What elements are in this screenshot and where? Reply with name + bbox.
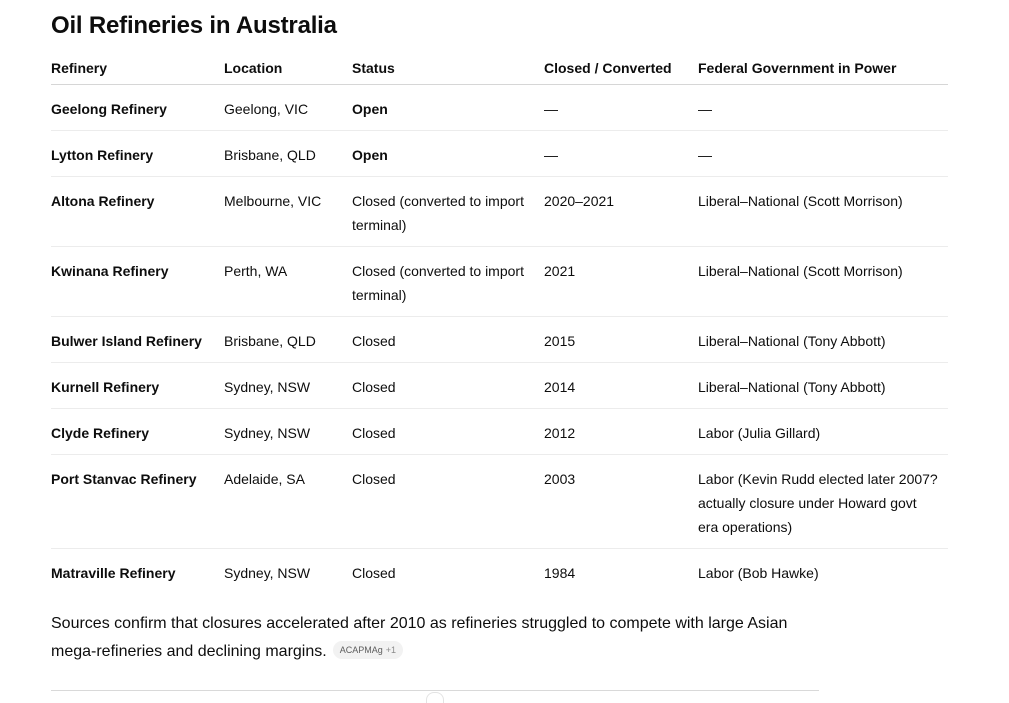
source-chip-count: +1 bbox=[385, 644, 396, 655]
table-row bbox=[51, 177, 948, 247]
refinery-government: — bbox=[698, 85, 948, 131]
refinery-closed: 2003 bbox=[544, 455, 698, 549]
summary-text: Sources confirm that closures accelerated after 2010 as refineries struggled to compete with large Asian mega-refineries and declining margins. bbox=[51, 615, 788, 660]
refinery-government: Labor (Julia Gillard) bbox=[698, 409, 948, 455]
refinery-status: Closed bbox=[352, 565, 396, 581]
refinery-location: Adelaide, SA bbox=[224, 455, 352, 549]
refinery-closed: — bbox=[544, 131, 698, 177]
refinery-status: Closed bbox=[352, 363, 544, 409]
header-refinery: Refinery bbox=[51, 52, 224, 85]
table-row bbox=[51, 549, 948, 595]
refinery-government: Labor (Bob Hawke) bbox=[698, 565, 819, 581]
table-row bbox=[51, 455, 948, 549]
refinery-status: Open bbox=[352, 131, 544, 177]
table-row bbox=[51, 409, 948, 455]
scroll-down-button[interactable] bbox=[426, 692, 444, 703]
table-header-row bbox=[51, 52, 948, 85]
refinery-location: Sydney, NSW bbox=[224, 409, 352, 455]
refinery-location: Melbourne, VIC bbox=[224, 177, 352, 247]
refinery-closed: 1984 bbox=[544, 565, 576, 581]
refinery-name: Lytton Refinery bbox=[51, 131, 224, 177]
source-citation-chip[interactable] bbox=[333, 641, 403, 659]
refinery-name: Altona Refinery bbox=[51, 177, 224, 247]
header-location: Location bbox=[224, 52, 352, 85]
refinery-status: Closed (converted to import terminal) bbox=[352, 247, 544, 317]
refinery-name: Clyde Refinery bbox=[51, 409, 224, 455]
refinery-government: — bbox=[698, 131, 948, 177]
table-row bbox=[51, 247, 948, 317]
refinery-government: Liberal–National (Scott Morrison) bbox=[698, 177, 948, 247]
refinery-closed: 2021 bbox=[544, 247, 698, 317]
refinery-government: Liberal–National (Tony Abbott) bbox=[698, 363, 948, 409]
refinery-name: Bulwer Island Refinery bbox=[51, 317, 224, 363]
table-row bbox=[51, 317, 948, 363]
refinery-closed: 2015 bbox=[544, 317, 698, 363]
header-federal-government: Federal Government in Power bbox=[698, 52, 948, 85]
refineries-table bbox=[51, 52, 948, 594]
refinery-location: Brisbane, QLD bbox=[224, 317, 352, 363]
refinery-closed: 2020–2021 bbox=[544, 177, 698, 247]
refinery-government: Liberal–National (Scott Morrison) bbox=[698, 247, 948, 317]
source-chip-label: ACAPMAg bbox=[339, 644, 383, 655]
refinery-location: Sydney, NSW bbox=[224, 565, 311, 581]
refinery-location: Geelong, VIC bbox=[224, 85, 352, 131]
refinery-name: Kwinana Refinery bbox=[51, 247, 224, 317]
table-row bbox=[51, 85, 948, 131]
summary-paragraph bbox=[51, 610, 811, 666]
table-body bbox=[51, 85, 948, 595]
refinery-government: Labor (Kevin Rudd elected later 2007? actually closure under Howard govt era operations) bbox=[698, 455, 948, 549]
refinery-name: Matraville Refinery bbox=[51, 565, 176, 581]
refinery-status: Closed bbox=[352, 455, 544, 549]
refinery-name: Kurnell Refinery bbox=[51, 363, 224, 409]
refinery-status: Closed bbox=[352, 317, 544, 363]
table-row bbox=[51, 131, 948, 177]
page-title: Oil Refineries in Australia bbox=[51, 12, 337, 39]
table-row bbox=[51, 363, 948, 409]
refinery-government: Liberal–National (Tony Abbott) bbox=[698, 317, 948, 363]
refinery-closed: 2014 bbox=[544, 363, 698, 409]
refinery-name: Port Stanvac Refinery bbox=[51, 455, 224, 549]
refinery-name: Geelong Refinery bbox=[51, 85, 224, 131]
refinery-location: Sydney, NSW bbox=[224, 363, 352, 409]
refinery-status: Open bbox=[352, 85, 544, 131]
header-status: Status bbox=[352, 52, 544, 85]
refinery-location: Brisbane, QLD bbox=[224, 131, 352, 177]
header-closed-converted: Closed / Converted bbox=[544, 52, 698, 85]
refinery-closed: 2012 bbox=[544, 409, 698, 455]
section-divider bbox=[51, 690, 819, 691]
refinery-location: Perth, WA bbox=[224, 247, 352, 317]
refinery-status: Closed (converted to import terminal) bbox=[352, 177, 544, 247]
refinery-closed: — bbox=[544, 85, 698, 131]
refinery-status: Closed bbox=[352, 409, 544, 455]
